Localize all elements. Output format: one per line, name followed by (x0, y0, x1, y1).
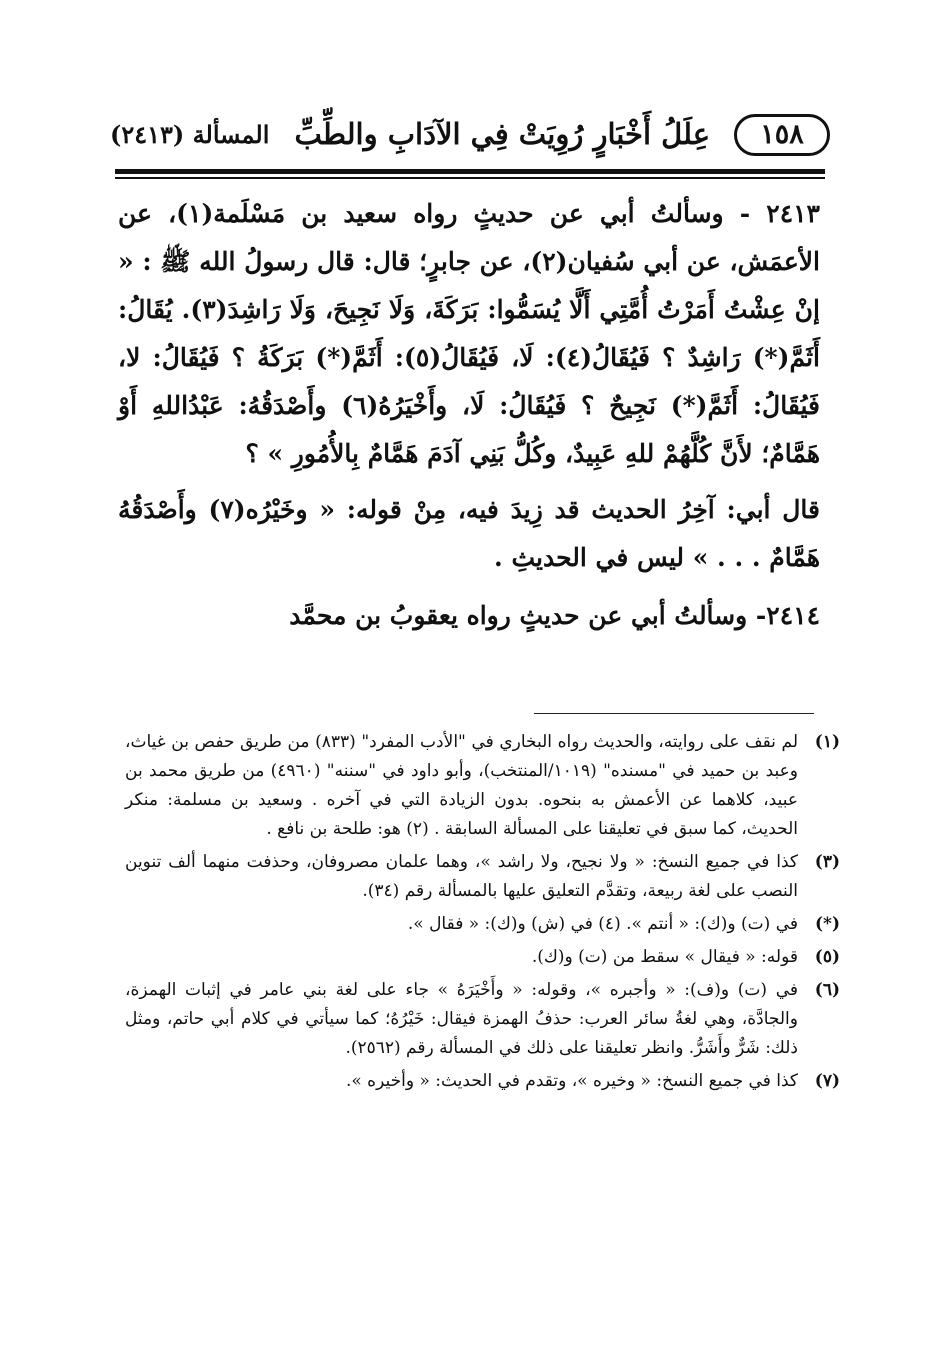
footnote (125, 910, 840, 939)
page-number-badge: ١٥٨ (734, 114, 830, 156)
footnote (125, 1067, 840, 1096)
footnote (125, 848, 840, 906)
footnote-text: كذا في جميع النسخ: « وخيره »، وتقدم في الحديث: « وأخيره ». (345, 1071, 798, 1091)
footnote (125, 943, 840, 972)
issue-label: المسألة (٢٤١٣) (110, 120, 270, 149)
paragraph-2414: ٢٤١٤- وسألتُ أبي عن حديثٍ رواه يعقوبُ بن محمَّد (289, 601, 820, 630)
running-title: عِلَلُ أَخْبَارٍ رُوِيَتْ فِي الآدَابِ والطِّبِّ (294, 117, 710, 151)
footnote-separator (534, 713, 814, 714)
footnote (125, 728, 840, 844)
footnote-mark: (٦) (814, 980, 840, 1000)
footnote-mark: (*) (815, 914, 840, 934)
header-rule-thin (115, 177, 825, 179)
footnote-mark: (٥) (814, 947, 840, 967)
footnote-text: قوله: « فيقال » سقط من (ت) و(ك). (531, 947, 798, 967)
footnote-text: في (ت) و(ك): « أنتم ». (٤) في (ش) و(ك): « فقال ». (407, 914, 798, 934)
footnote-mark: (٧) (814, 1071, 840, 1091)
footnotes (125, 728, 840, 1100)
page-header (110, 108, 820, 168)
paragraph-comment: قال أبي: آخِرُ الحديث قد زِيدَ فيه، مِنْ قوله: « وخَيْرُه(٧) وأَصْدَقُهُ هَمَّامٌ . . . » ليس في الحديثِ . (118, 495, 820, 572)
footnote-mark: (١) (814, 732, 840, 752)
footnote-text: لم نقف على روايته، والحديث رواه البخاري في "الأدب المفرد" (٨٣٣) من طريق حفص بن غياث، وعبد بن حميد في "مسنده" (١٠١٩/المنتخب)، وأبو داود في "سننه" (٤٩٦٠) من طريق محمد بن عبيد، كلاهما عن الأعمش به بنحوه. بدون الزيادة التي في آخره . وسعيد بن مسلمة: منكر الحديث، كما سبق في تعليقنا على المسألة السابقة . (٢) هو: طلحة بن نافع . (125, 732, 798, 839)
main-text (118, 190, 820, 640)
header-rule-thick (115, 169, 825, 174)
footnote (125, 976, 840, 1063)
footnote-text: كذا في جميع النسخ: « ولا نجيح، ولا راشد »، وهما علمان مصروفان، وحذفت منهما ألف تنوين النصب على لغة ربيعة، وتقدَّم التعليق عليها بالمسألة رقم (٣٤). (125, 852, 798, 901)
paragraph-2413: ٢٤١٣ - وسألتُ أبي عن حديثٍ رواه سعيد بن مَسْلَمة(١)، عن الأعمَش، عن أبي سُفيان(٢)، عن جابرٍ؛ قال: قال رسولُ الله ﷺ : « إنْ عِشْتُ أَمَرْتُ أُمَّتِي أَلَّا يُسَمُّوا: بَرَكَةَ، وَلَا نَجِيحَ، وَلَا رَاشِدَ(٣). يُقَالُ: أَثَمَّ(*) رَاشِدٌ ؟ فَيُقَالُ(٤): لَا، فَيُقَالُ(٥): أَثَمَّ(*) بَرَكَةُ ؟ فَيُقَالُ: لا، فَيُقَالُ: أَثَمَّ(*) نَجِيحٌ ؟ فَيُقَالُ: لَا، وأَخْيَرُهُ(٦) وأَصْدَقُهُ: عَبْدُاللهِ أَوْ هَمَّامٌ؛ لأَنَّ كُلَّهُمْ للهِ عَبِيدٌ، وكُلُّ بَنِي آدَمَ هَمَّامٌ بِالأُمُورِ » ؟ (118, 199, 821, 468)
footnote-mark: (٣) (814, 852, 840, 872)
footnote-text: في (ت) و(ف): « وأجبره »، وقوله: « وأَخْيَرَهُ » جاء على لغة بني عامر في إثبات الهمزة، والجادَّة، وهي لغةُ سائر العرب: حذفُ الهمزة فيقال: خَيْرُهُ؛ كما سيأتي في كلام أبي حاتم، ومثل ذلك: شَرٌّ وأَشَرُّ. وانظر تعليقنا على ذلك في المسألة رقم (٢٥٦٢). (125, 980, 798, 1058)
